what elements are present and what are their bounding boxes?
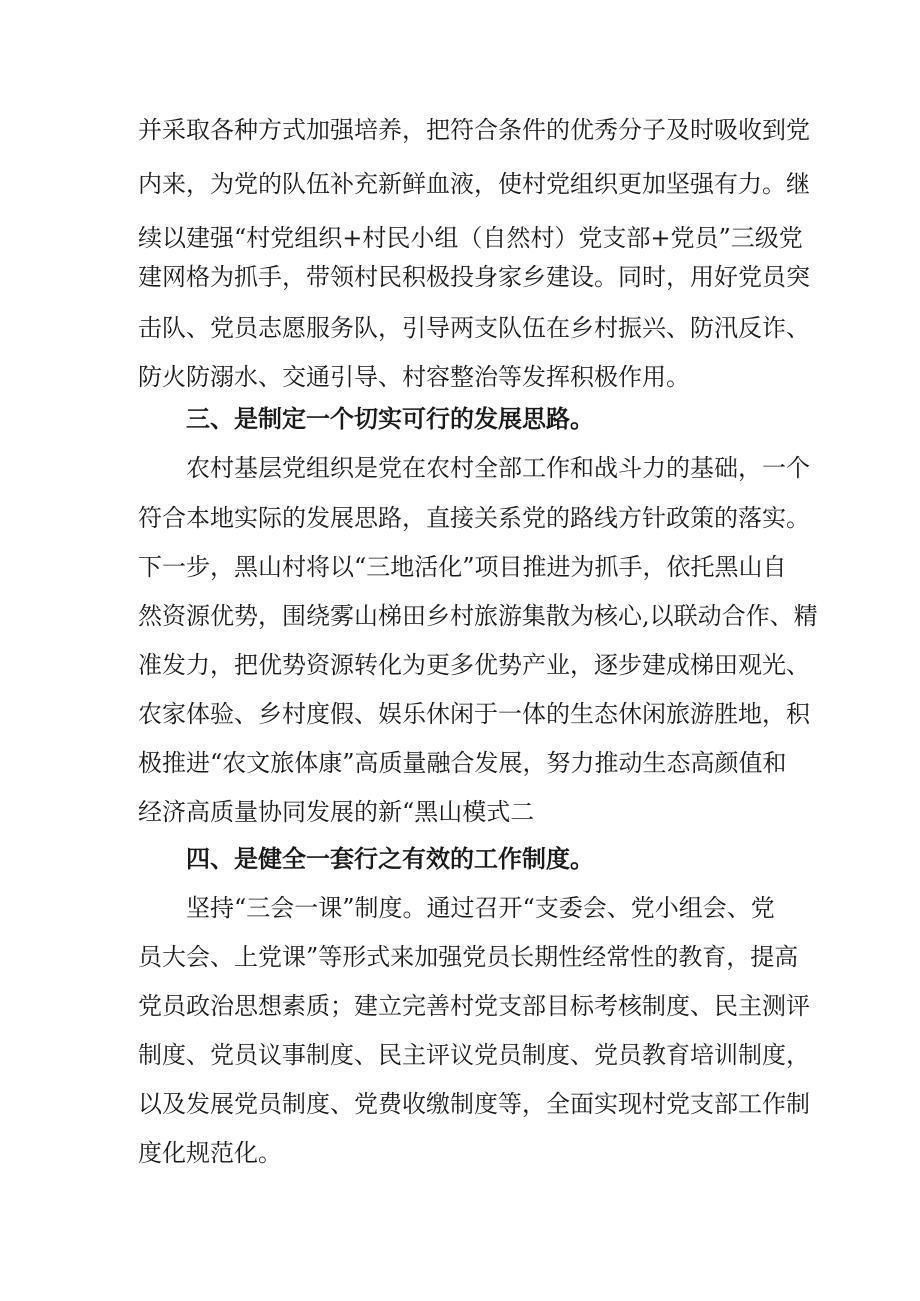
paragraph-2-line: 农家体验、乡村度假、娱乐休闲于一体的生态休闲旅游胜地，积: [138, 700, 810, 728]
paragraph-1-line: 击队、党员志愿服务队，引导两支队伍在乡村振兴、防汛反诈、: [138, 314, 810, 342]
paragraph-3-line: 员大会、上党课”等形式来加强党员长期性经常性的教育，提高: [138, 943, 799, 971]
paragraph-3-line: 度化规范化。: [138, 1139, 282, 1167]
paragraph-1-line: 续以建强“村党组织+村民小组（自然村）党支部+党员”三级党: [138, 224, 803, 252]
section-heading-3: 三、是制定一个切实可行的发展思路。: [186, 405, 594, 433]
paragraph-2-line: 农村基层党组织是党在农村全部工作和战斗力的基础，一个: [186, 454, 810, 482]
section-heading-4: 四、是健全一套行之有效的工作制度。: [186, 845, 594, 873]
paragraph-3-line: 党员政治思想素质；建立完善村党支部目标考核制度、民主测评: [138, 992, 810, 1020]
paragraph-3-line: 制度、党员议事制度、民主评议党员制度、党员教育培训制度，: [138, 1041, 810, 1069]
paragraph-3-line: 以及发展党员制度、党费收缴制度等，全面实现村党支部工作制: [138, 1090, 810, 1118]
paragraph-2-line: 极推进“农文旅体康”高质量融合发展，努力推动生态高颜值和: [138, 749, 787, 777]
paragraph-2-line: 然资源优势，围绕雾山梯田乡村旅游集散为核心,以联动合作、精: [138, 602, 818, 630]
paragraph-1-line: 建网格为抓手，带领村民积极投身家乡建设。同时，用好党员突: [138, 263, 810, 291]
paragraph-2-line: 下一步，黑山村将以“三地活化”项目推进为抓手，依托黑山自: [138, 553, 787, 581]
paragraph-3-line: 坚持“三会一课”制度。通过召开“支委会、党小组会、党: [186, 894, 775, 922]
paragraph-2-line: 符合本地实际的发展思路，直接关系党的路线方针政策的落实。: [138, 504, 810, 532]
paragraph-1-line: 并采取各种方式加强培养，把符合条件的优秀分子及时吸收到党: [138, 116, 810, 144]
paragraph-1-line: 防火防溺水、交通引导、村容整治等发挥积极作用。: [138, 363, 690, 391]
paragraph-2-line: 经济高质量协同发展的新“黑山模式二: [138, 798, 535, 826]
paragraph-1-line: 内来，为党的队伍补充新鲜血液，使村党组织更加坚强有力。继: [138, 170, 810, 198]
paragraph-2-line: 准发力，把优势资源转化为更多优势产业，逐步建成梯田观光、: [138, 651, 810, 679]
